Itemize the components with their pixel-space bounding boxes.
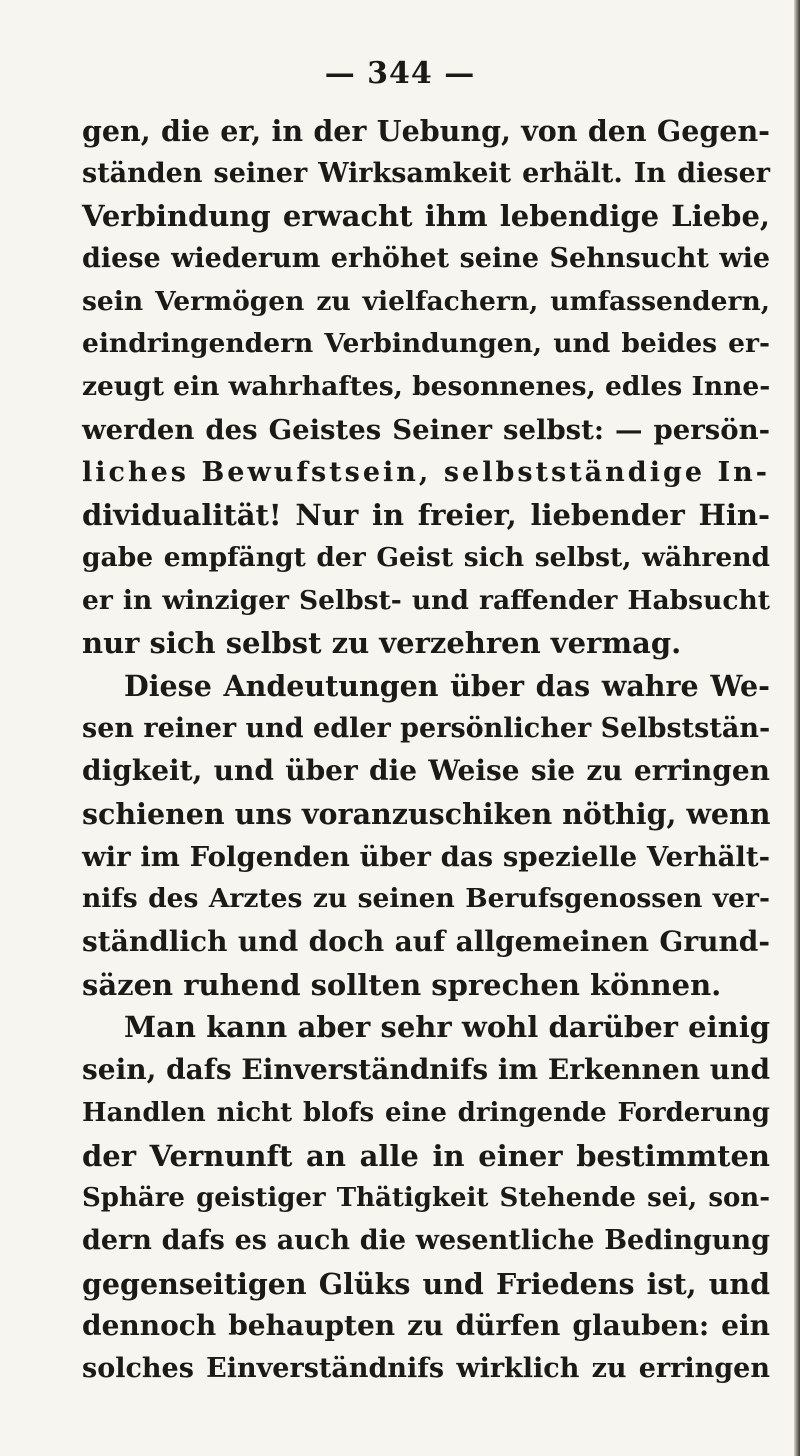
text-line: der Vernunft an alle in einer bestimmten bbox=[82, 1138, 770, 1173]
text-line: digkeit, und über die Weise sie zu erringen bbox=[82, 754, 770, 788]
text-line: dennoch behaupten zu dürfen glauben: ein bbox=[82, 1309, 770, 1343]
text-line: wir im Folgenden über das spezielle Verhält- bbox=[82, 840, 770, 873]
text-line: er in winziger Selbst- und raffender Habsucht bbox=[82, 584, 770, 616]
body-text bbox=[82, 110, 770, 1391]
text-line: gabe empfängt der Geist sich selbst, während bbox=[82, 541, 770, 573]
text-line: eindringendern Verbindungen, und beides er- bbox=[82, 328, 770, 360]
text-line: schienen uns voranzuschiken nöthig, wenn bbox=[82, 797, 771, 831]
paragraph-start-line: Man kann aber sehr wohl darüber einig bbox=[124, 1010, 770, 1045]
paragraph-start-line: Diese Andeutungen über das wahre We- bbox=[124, 668, 770, 703]
text-line: Verbindung erwacht ihm lebendige Liebe, bbox=[82, 199, 770, 234]
text-line: liches Bewufstsein, selbstständige In- bbox=[82, 456, 770, 488]
page-number: — 344 — bbox=[324, 56, 476, 91]
text-line: zeugt ein wahrhaftes, besonnenes, edles Inne- bbox=[82, 371, 771, 403]
paragraph-end-line: nur sich selbst zu verzehren vermag. bbox=[82, 626, 682, 661]
text-line: diese wiederum erhöhet seine Sehnsucht wie bbox=[82, 243, 770, 275]
paragraph-end-line: säzen ruhend sollten sprechen können. bbox=[82, 967, 722, 1002]
text-line: ständlich und doch auf allgemeinen Grund- bbox=[82, 925, 770, 959]
text-line: sein, dafs Einverständnifs im Erkennen und bbox=[82, 1053, 771, 1087]
text-line: solches Einverständnifs wirklich zu erringen bbox=[82, 1352, 770, 1384]
text-line: gen, die er, in der Uebung, von den Gegen- bbox=[82, 114, 770, 148]
text-line: gegenseitigen Glüks und Friedens ist, und bbox=[82, 1266, 770, 1301]
text-line: dividualität! Nur in freier, liebender Hin- bbox=[82, 498, 770, 533]
text-line: ständen seiner Wirksamkeit erhält. In dieser bbox=[82, 157, 770, 189]
text-line: Handlen nicht blofs eine dringende Forderung bbox=[82, 1097, 770, 1128]
text-line: dern dafs es auch die wesentliche Bedingung bbox=[82, 1224, 770, 1256]
text-line: sen reiner und edler persönlicher Selbststän- bbox=[82, 712, 771, 744]
text-line: werden des Geistes Seiner selbst: — persön- bbox=[82, 413, 770, 446]
text-line: Sphäre geistiger Thätigkeit Stehende sei, son- bbox=[82, 1183, 770, 1214]
text-line: nifs des Arztes zu seinen Berufsgenossen ver- bbox=[82, 883, 770, 915]
text-line: sein Vermögen zu vielfachern, umfassendern, bbox=[82, 285, 770, 317]
